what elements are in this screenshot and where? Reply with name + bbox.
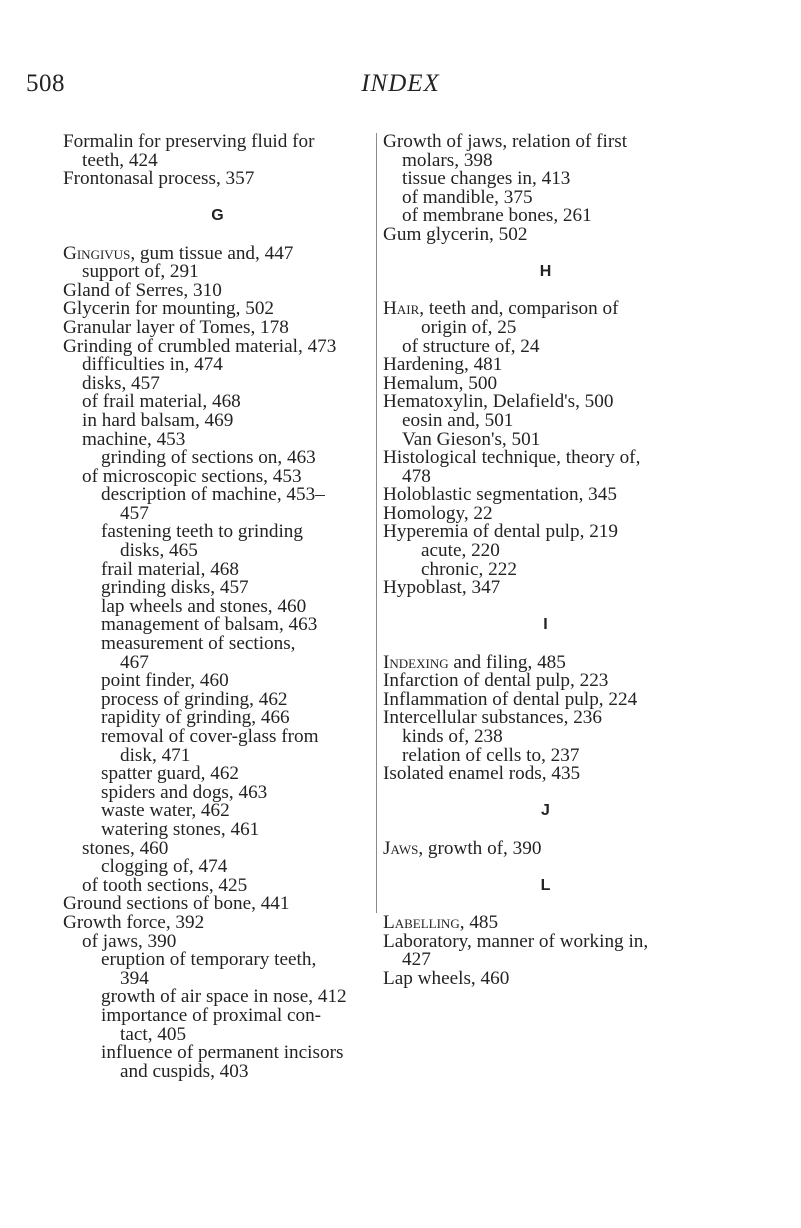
index-entry: Intercellular substances, 236: [383, 707, 602, 729]
entry-rest: , growth of, 390: [418, 837, 542, 859]
index-entry: lap wheels and stones, 460: [101, 595, 307, 617]
index-entry: origin of, 25: [421, 316, 517, 338]
index-entry: stones, 460: [82, 837, 169, 859]
entry-head: Labelling: [383, 911, 460, 933]
index-entry: eosin and, 501: [402, 409, 514, 431]
index-entry: molars, 398: [402, 149, 493, 171]
index-entry: Growth of jaws, relation of first: [383, 131, 628, 152]
index-entry: Grinding of crumbled material, 473: [63, 335, 337, 357]
index-entry: Gum glycerin, 502: [383, 223, 528, 245]
index-entry: Infarction of dental pulp, 223: [383, 670, 609, 692]
section-letter-g: G: [211, 207, 224, 225]
index-entry: relation of cells to, 237: [402, 744, 580, 766]
index-entry: spiders and dogs, 463: [101, 781, 268, 803]
index-entry: Van Gieson's, 501: [402, 428, 541, 450]
index-entry: measurement of sections,: [101, 633, 296, 655]
entry-rest: , gum tissue and, 447: [130, 242, 294, 264]
index-entry: 478: [402, 465, 431, 487]
section-letter-i: I: [543, 616, 548, 634]
index-entry: of jaws, 390: [82, 930, 177, 952]
index-entry: teeth, 424: [82, 149, 158, 171]
index-entry: support of, 291: [82, 261, 199, 283]
page-number: 508: [26, 70, 65, 97]
index-entry: of structure of, 24: [402, 335, 540, 357]
index-entry: of microscopic sections, 453: [82, 465, 302, 487]
index-entry: waste water, 462: [101, 800, 230, 822]
index-entry: of membrane bones, 261: [402, 205, 592, 227]
index-entry: tact, 405: [120, 1023, 187, 1045]
index-entry: importance of proximal con-: [101, 1004, 322, 1026]
index-entry: Isolated enamel rods, 435: [383, 763, 581, 785]
index-entry: and cuspids, 403: [120, 1060, 249, 1082]
index-entry: 467: [120, 651, 149, 673]
index-entry: removal of cover-glass from: [101, 726, 319, 747]
section-letter-l: L: [540, 876, 551, 894]
index-entry: Inflammation of dental pulp, 224: [383, 688, 638, 710]
index-entry: watering stones, 461: [101, 818, 260, 840]
column-divider: [376, 133, 377, 913]
index-entry: kinds of, 238: [402, 726, 503, 747]
index-entry: acute, 220: [421, 540, 500, 562]
entry-rest: , teeth and, comparison of: [419, 298, 619, 320]
index-entry: Histological technique, theory of,: [383, 447, 641, 469]
index-entry: disk, 471: [120, 744, 191, 766]
index-entry: [63, 523, 372, 542]
entry-text: fastening teeth to grinding: [101, 521, 303, 543]
index-entry: Ground sections of bone, 441: [63, 893, 290, 915]
index-entry: Hemalum, 500: [383, 372, 498, 394]
index-entry: tissue changes in, 413: [402, 168, 571, 190]
index-entry: Granular layer of Tomes, 178: [63, 316, 289, 338]
index-entry: machine, 453: [82, 428, 186, 450]
index-entry: spatter guard, 462: [101, 763, 240, 785]
index-entry: rapidity of grinding, 466: [101, 707, 290, 729]
index-entry: [383, 837, 708, 859]
index-column-left: [63, 133, 372, 1081]
index-entry: process of grinding, 462: [101, 688, 288, 710]
index-entry: influence of permanent incisors: [101, 1042, 344, 1064]
index-entry: [383, 911, 708, 933]
index-entry: Formalin for preserving fluid for: [63, 131, 315, 152]
index-entry: Frontonasal process, 357: [63, 168, 255, 190]
index-entry: 457: [120, 502, 149, 524]
entry-head: Indexing: [383, 651, 449, 673]
index-entry: 427: [402, 949, 431, 971]
index-entry: of mandible, 375: [402, 186, 533, 208]
index-entry: chronic, 222: [421, 558, 517, 580]
index-entry: grinding disks, 457: [101, 577, 249, 599]
index-column-right: [383, 133, 708, 988]
index-entry: clogging of, 474: [101, 856, 228, 878]
entry-head: Gingivus: [63, 242, 131, 264]
section-letter-h: H: [539, 263, 552, 281]
page-header: [0, 70, 801, 100]
index-entry: of tooth sections, 425: [82, 874, 248, 896]
index-entry: Lap wheels, 460: [383, 967, 510, 989]
entry-head: Hair: [383, 298, 420, 320]
entry-rest: and filing, 485: [448, 651, 566, 673]
index-entry: in hard balsam, 469: [82, 409, 234, 431]
index-entry: difficulties in, 474: [82, 354, 223, 376]
entry-rest: , 485: [459, 911, 499, 933]
index-entry: description of machine, 453–: [101, 484, 325, 506]
index-entry: disks, 457: [82, 372, 160, 394]
index-entry: point finder, 460: [101, 670, 229, 692]
index-entry: Gland of Serres, 310: [63, 279, 222, 301]
index-entry: Glycerin for mounting, 502: [63, 298, 275, 320]
index-entry: eruption of temporary teeth,: [101, 949, 317, 971]
index-entry: Homology, 22: [383, 502, 493, 524]
index-entry: management of balsam, 463: [101, 614, 318, 636]
index-entry: disks, 465: [120, 540, 198, 562]
index-entry: Hyperemia of dental pulp, 219: [383, 521, 618, 543]
index-entry: Growth force, 392: [63, 911, 205, 933]
section-letter-j: J: [541, 802, 550, 820]
index-entry: Hypoblast, 347: [383, 577, 501, 599]
entry-head: Jaws: [383, 837, 419, 859]
index-entry: 394: [120, 967, 149, 989]
index-entry: frail material, 468: [101, 558, 239, 580]
index-entry: grinding of sections on, 463: [101, 447, 316, 469]
running-title: INDEX: [361, 70, 440, 97]
index-entry: Holoblastic segmentation, 345: [383, 484, 617, 506]
index-entry: Laboratory, manner of working in,: [383, 930, 649, 952]
index-entry: Hematoxylin, Delafield's, 500: [383, 391, 614, 413]
index-entry: growth of air space in nose, 412: [101, 986, 347, 1008]
index-entry: of frail material, 468: [82, 391, 241, 413]
index-entry: Hardening, 481: [383, 354, 503, 376]
